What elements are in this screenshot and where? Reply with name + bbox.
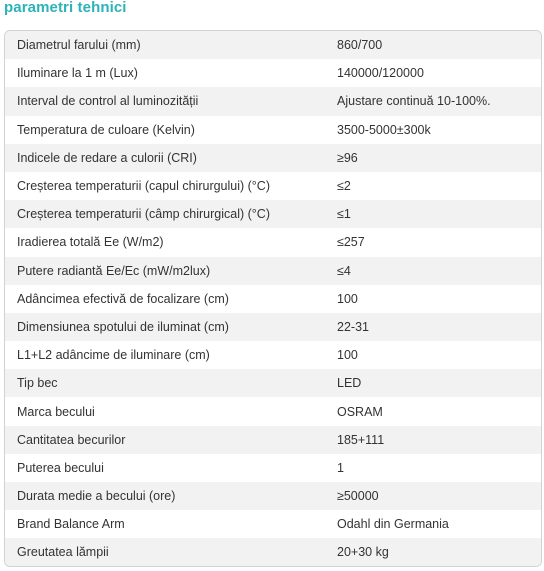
spec-name: Interval de control al luminozității (17, 94, 199, 109)
spec-name: Cantitatea becurilor (17, 432, 126, 447)
spec-name: Tip bec (17, 376, 58, 391)
spec-name: Putere radiantă Ee/Ec (mW/m2lux) (17, 263, 211, 278)
table-row (5, 313, 541, 341)
table-row (5, 257, 541, 285)
spec-value: 185+111 (337, 432, 385, 447)
spec-value: 100 (337, 348, 358, 363)
spec-name: Creșterea temperaturii (capul chirurgului) (°C) (17, 179, 270, 194)
spec-value: ≤4 (337, 263, 351, 278)
spec-name: Puterea becului (17, 460, 104, 475)
spec-value: LED (337, 376, 362, 391)
spec-value: 860/700 (337, 38, 383, 53)
spec-value: 3500-5000±300k (337, 122, 431, 137)
spec-value: Odahl din Germania (337, 517, 449, 532)
spec-name: Brand Balance Arm (17, 517, 125, 532)
spec-name: Diametrul farului (mm) (17, 38, 141, 53)
section-title: parametri tehnici (4, 0, 127, 16)
table-row (5, 538, 541, 566)
spec-name: Temperatura de culoare (Kelvin) (17, 122, 195, 137)
spec-value: ≤257 (337, 235, 365, 250)
spec-value: 140000/120000 (337, 66, 424, 81)
spec-name: Durata medie a becului (ore) (17, 489, 176, 504)
table-row (5, 397, 541, 425)
spec-value: ≤2 (337, 179, 351, 194)
table-row (5, 285, 541, 313)
table-row (5, 369, 541, 397)
spec-name: Dimensiunea spotului de iluminat (cm) (17, 319, 229, 334)
spec-value: ≤1 (337, 207, 351, 222)
spec-value: OSRAM (337, 404, 383, 419)
spec-value: 20+30 kg (337, 545, 389, 560)
spec-name: Iradierea totală Ee (W/m2) (17, 235, 164, 250)
table-row (5, 87, 541, 115)
table-row (5, 454, 541, 482)
spec-name: Creșterea temperaturii (câmp chirurgical) (°C) (17, 207, 270, 222)
spec-value: Ajustare continuă 10-100%. (337, 94, 491, 109)
table-row (5, 228, 541, 256)
table-row (5, 426, 541, 454)
table-row (5, 116, 541, 144)
table-row (5, 510, 541, 538)
spec-value: 100 (337, 291, 358, 306)
spec-name: Indicele de redare a culorii (CRI) (17, 150, 197, 165)
spec-table (4, 30, 542, 567)
spec-value: 22-31 (337, 319, 369, 334)
table-row (5, 172, 541, 200)
spec-name: Marca becului (17, 404, 95, 419)
spec-value: ≥50000 (337, 489, 379, 504)
table-row (5, 200, 541, 228)
table-row (5, 31, 541, 59)
table-row (5, 144, 541, 172)
table-row (5, 341, 541, 369)
spec-name: Iluminare la 1 m (Lux) (17, 66, 138, 81)
spec-name: Greutatea lămpii (17, 545, 109, 560)
spec-name: L1+L2 adâncime de iluminare (cm) (17, 348, 210, 363)
spec-name: Adâncimea efectivă de focalizare (cm) (17, 291, 229, 306)
spec-value: ≥96 (337, 150, 358, 165)
table-row (5, 482, 541, 510)
table-row (5, 59, 541, 87)
spec-value: 1 (337, 460, 344, 475)
